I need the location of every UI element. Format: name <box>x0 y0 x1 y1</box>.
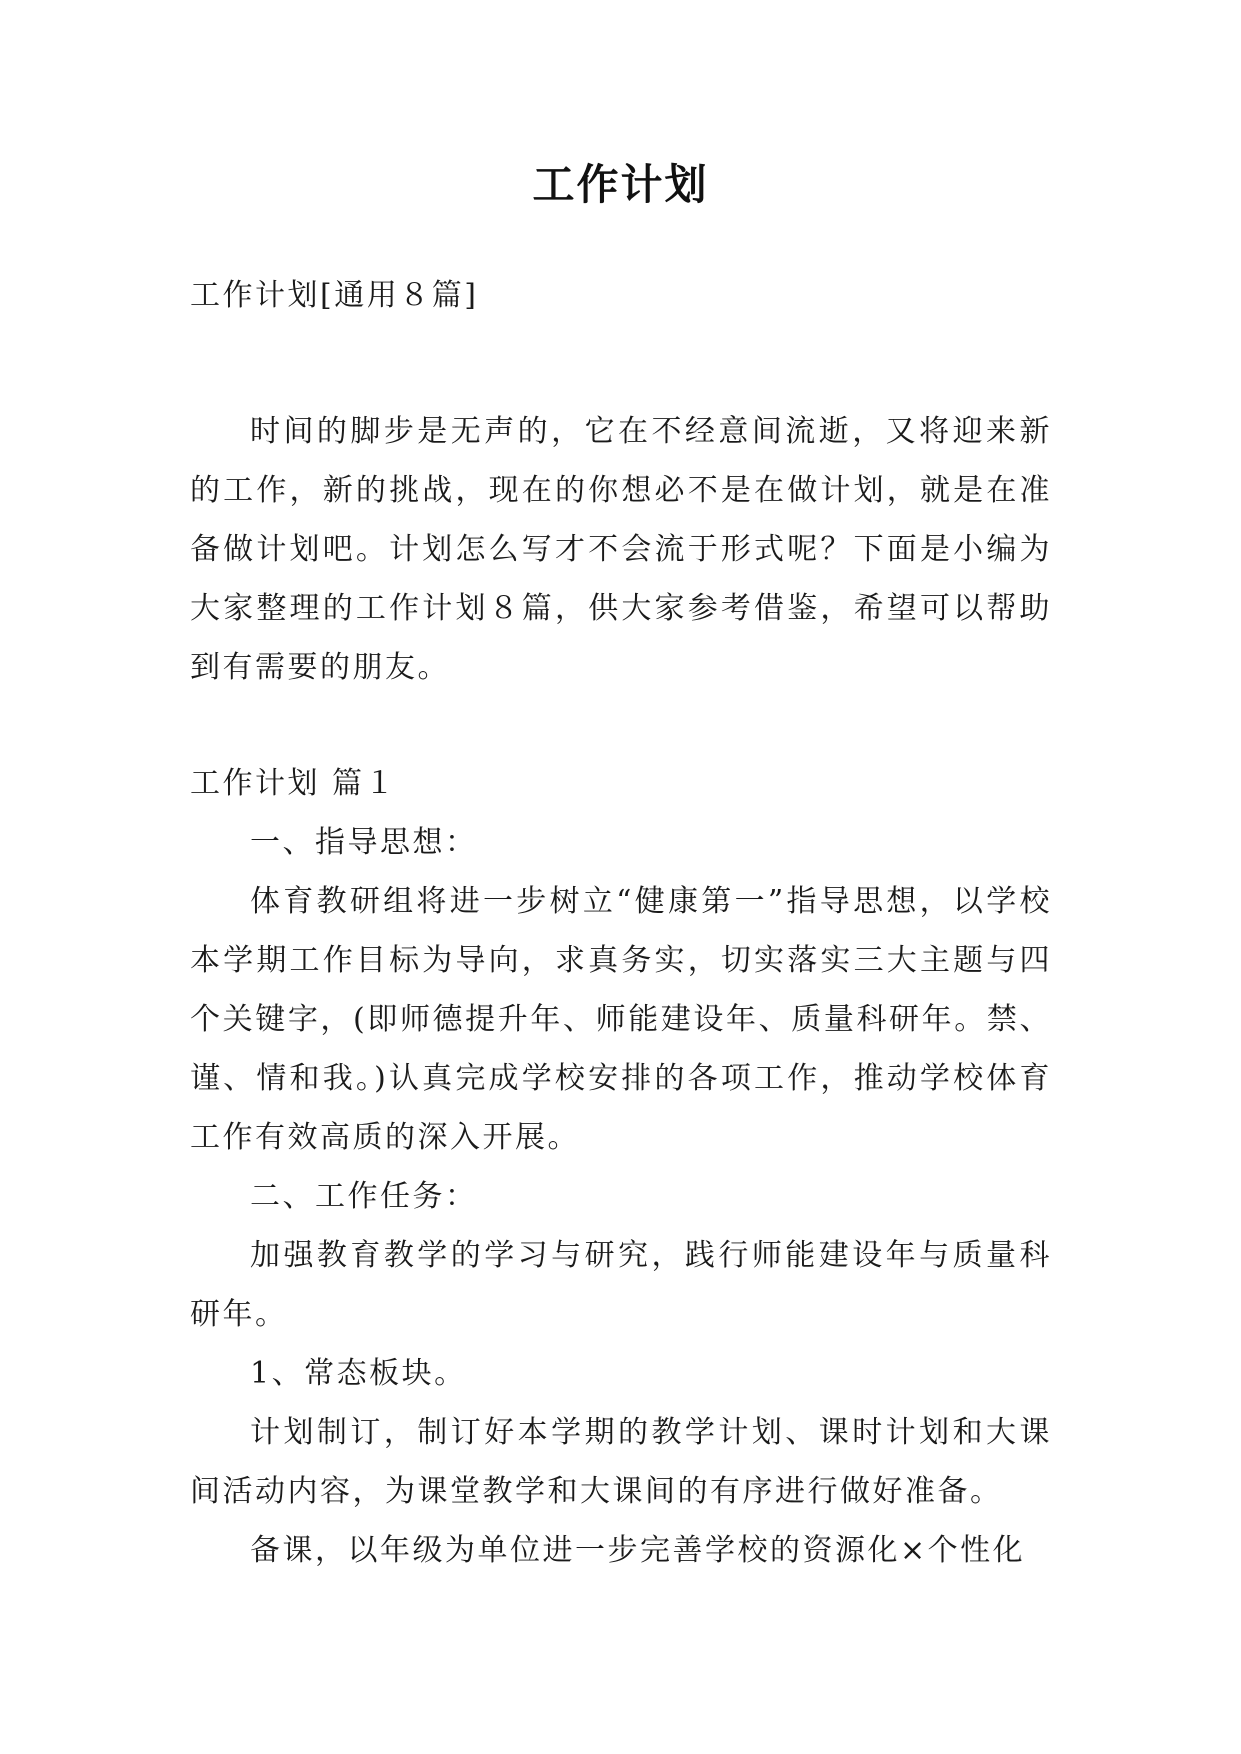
intro-block <box>190 402 1052 697</box>
section-paragraph: 计划制订，制订好本学期的教学计划、课时计划和大课间活动内容，为课堂教学和大课间的有序进行做好准备。 <box>190 1415 1052 1509</box>
document-subtitle-block <box>190 266 1052 325</box>
section-paragraph: 加强教育教学的学习与研究，践行师能建设年与质量科研年。 <box>190 1238 1052 1332</box>
document-title: 工作计划 <box>532 160 709 209</box>
section-paragraph: 体育教研组将进一步树立“健康第一”指导思想，以学校本学期工作目标为导向，求真务实，切实落实三大主题与四个关键字，(即师德提升年、师能建设年、质量科研年。禁、谨、情和我。)认真完成学校安排的各项工作，推动学校体育工作有效高质的深入开展。 <box>190 884 1052 1155</box>
intro-paragraph: 时间的脚步是无声的，它在不经意间流逝，又将迎来新的工作，新的挑战，现在的你想必不是在做计划，就是在准备做计划吧。计划怎么写才不会流于形式呢？下面是小编为大家整理的工作计划８篇，供大家参考借鉴，希望可以帮助到有需要的朋友。 <box>190 414 1052 685</box>
section-heading: 工作计划 篇１ <box>190 766 398 801</box>
section-1 <box>190 754 1052 1580</box>
section-paragraph: 备课，以年级为单位进一步完善学校的资源化×个性化 <box>250 1533 1026 1568</box>
section-paragraph: 二、工作任务： <box>250 1179 478 1214</box>
section-paragraph: 1、常态板块。 <box>250 1356 467 1391</box>
document-subtitle: 工作计划[通用８篇] <box>190 278 479 313</box>
section-paragraph: 一、指导思想： <box>250 825 478 860</box>
